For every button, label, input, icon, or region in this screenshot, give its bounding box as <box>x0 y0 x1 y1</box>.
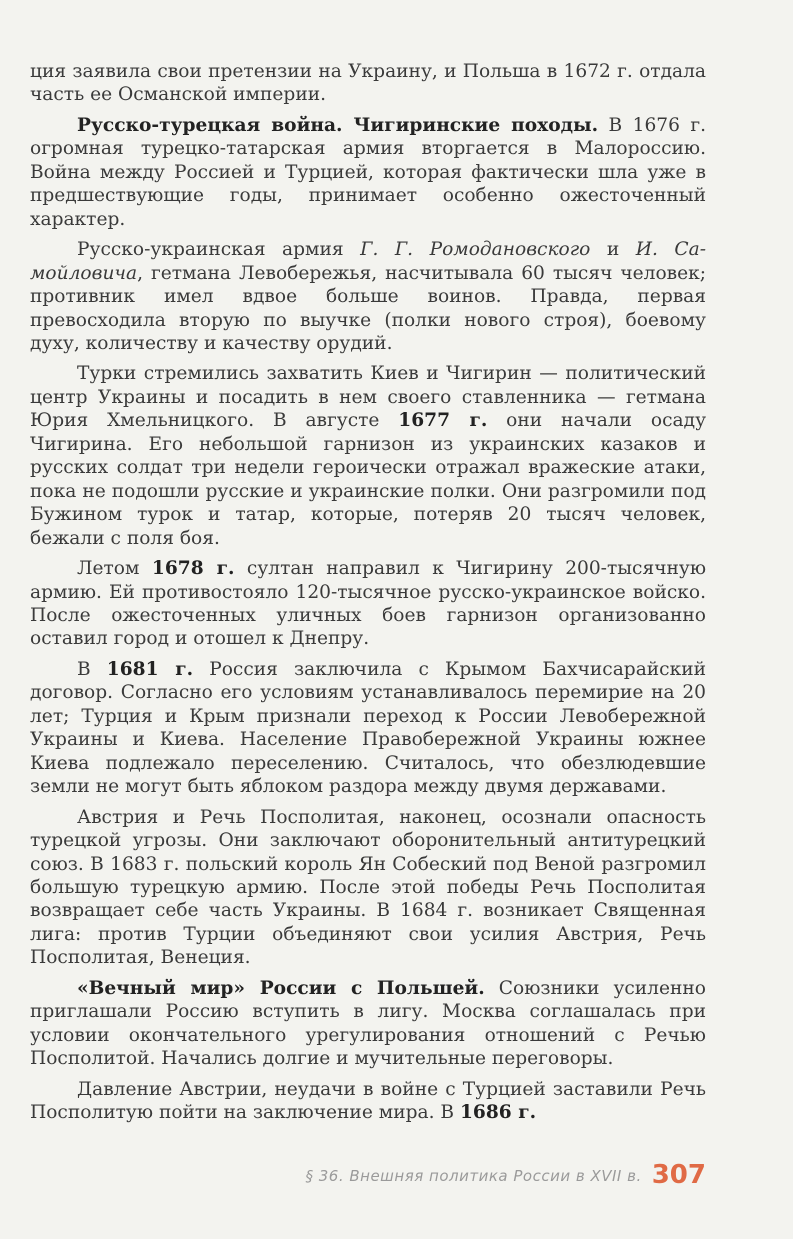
text-run: В 1676 г. огромная турецко-татарская армия вторгается в Малороссию. Война между Россией и Турцией, которая фактически шла уже в предшествующие годы, принимает особенно ожесточенный характер. <box>30 114 706 230</box>
paragraph-3 <box>30 238 706 355</box>
text-run: Россия заключила с Крымом Бахчисарайский договор. Согласно его условиям устанавливалось перемирие на 20 лет; Турция и Крым признали переход к России Левобережной Украины и Киева. Население Правобережной Украины южнее Киева подлежало переселению. Считалось, что обезлюдевшие земли не могут быть яблоком раздора между двумя державами. <box>30 658 706 798</box>
running-head: § 36. Внешняя политика России в XVII в. <box>305 1167 642 1185</box>
page-body <box>30 60 706 1131</box>
text-run: Русско-украинская армия <box>77 239 361 261</box>
date-1686: 1686 г. <box>459 1102 537 1124</box>
text-run: ция заявила свои претензии на Украину, и Польша в 1672 г. отдала часть ее Османской империи. <box>30 61 706 106</box>
page-number: 307 <box>651 1160 706 1190</box>
person-name-romodanovsky: Г. Г. Ромодановского <box>360 239 591 261</box>
text-run: Летом <box>77 558 152 580</box>
text-run: , гетмана Левобережья, насчитывала 60 тысяч человек; противник имел вдвое больше воинов. Правда, первая превосходила вторую по выучке (полки нового строя), боевому духу, количеству и качеству орудий. <box>30 262 706 354</box>
text-run: Давление Австрии, неудачи в войне с Турцией заставили Речь Посполитую пойти на заключение мира. В <box>30 1078 706 1124</box>
person-name-samoylovich: И. Самойловича <box>30 239 706 284</box>
paragraph-9 <box>30 1078 706 1125</box>
paragraph-4 <box>30 362 706 550</box>
paragraph-2 <box>30 114 706 231</box>
paragraph-1 <box>30 60 706 107</box>
date-1677: 1677 г. <box>398 410 488 432</box>
text-run: султан направил к Чигирину 200-тысячную армию. Ей противостояло 120-тысячное русско-украинское войско. После ожесточенных уличных боев гарнизон организованно оставил город и отошел к Днепру. <box>30 558 707 650</box>
section-heading-eternal-peace: «Вечный мир» России с Польшей. <box>77 977 485 999</box>
text-run: они начали осаду Чигирина. Его небольшой гарнизон из украинских казаков и русских солдат три недели героически отражал вражеские атаки, пока не подошли русские и украинские полки. Они разгромили под Бужином турок и татар, которые, потеряв 20 тысяч человек, бежали с поля боя. <box>30 410 707 549</box>
date-1681: 1681 г. <box>106 658 194 680</box>
text-run: Австрия и Речь Посполитая, наконец, осознали опасность турецкой угрозы. Они заключают оборонительный антитурецкий союз. В 1683 г. польский король Ян Собеский под Веной разгромил большую турецкую армию. После этой победы Речь Посполитая возвращает себе часть Украины. В 1684 г. возникает Священная лига: против Турции объединяют свои усилия Австрия, Речь Посполитая, Венеция. <box>30 806 706 969</box>
text-run: и <box>590 239 636 261</box>
paragraph-6 <box>30 658 706 799</box>
section-heading-chigirin-campaigns: Русско-турецкая война. Чигиринские походы. <box>77 114 599 136</box>
paragraph-5 <box>30 557 706 651</box>
text-run: В <box>77 658 107 680</box>
date-1678: 1678 г. <box>151 558 235 580</box>
text-run: Турки стремились захватить Киев и Чигирин — политический центр Украины и посадить в нем своего ставленника — гетмана Юрия Хмельницкого. В августе <box>30 363 706 432</box>
paragraph-7 <box>30 806 706 970</box>
paragraph-8 <box>30 977 706 1071</box>
text-run: Союзники усиленно приглашали Россию вступить в лигу. Москва соглашалась при условии окончательного урегулирования отношений с Речью Посполитой. Начались долгие и мучительные переговоры. <box>30 977 706 1070</box>
page-footer <box>0 1160 706 1190</box>
